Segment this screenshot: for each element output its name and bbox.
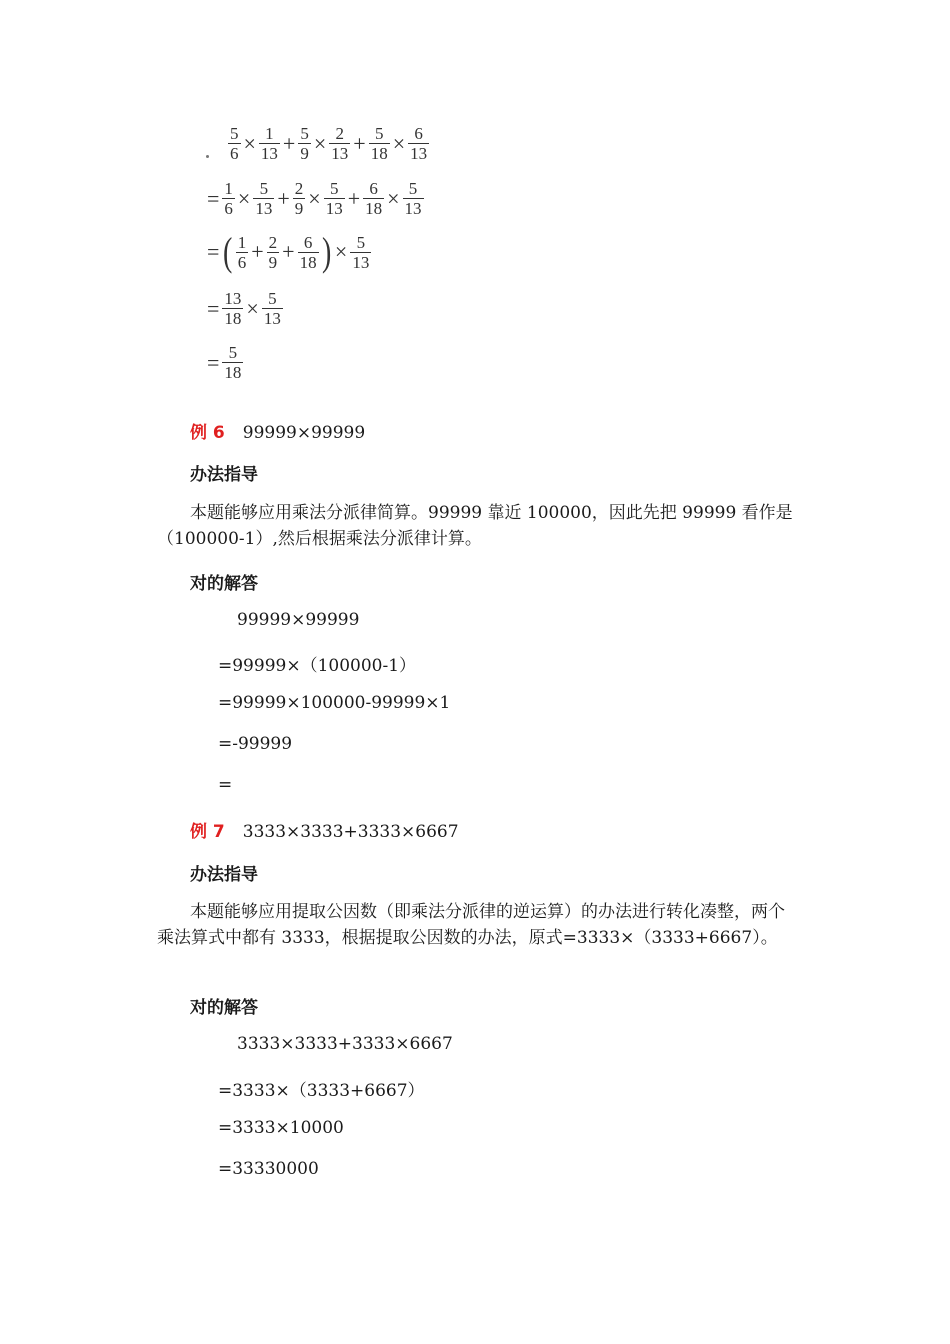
fraction: $\frac{1}{13}$	[260, 124, 278, 163]
solution-step: =33330000	[218, 1159, 319, 1179]
fraction: $\frac{6}{13}$	[410, 124, 428, 163]
answer-heading: 对的解答	[190, 998, 258, 1018]
stray-dot	[206, 155, 209, 158]
fraction: $\frac{5}{13}$	[325, 179, 343, 218]
math-row-5: = $\frac{5}{18}$	[207, 343, 242, 382]
solution-step: 99999×99999	[237, 610, 360, 630]
fraction: $\frac{5}{18}$	[370, 124, 388, 163]
fraction: $\frac{1}{6}$	[237, 232, 247, 272]
math-row-3: = ( $\frac{1}{6}$ + $\frac{2}{9}$ + $\frac{6}{18}$ ) × $\frac{5}{13}$	[207, 229, 370, 274]
fraction: $\frac{5}{13}$	[352, 232, 370, 272]
solution-step: 3333×3333+3333×6667	[237, 1034, 453, 1054]
fraction: $\frac{2}{13}$	[331, 124, 349, 163]
fraction: $\frac{5}{13}$	[404, 179, 422, 218]
fraction: $\frac{6}{18}$	[299, 232, 317, 272]
fraction: $\frac{1}{6}$	[224, 179, 233, 218]
math-row-4: = $\frac{13}{18}$ × $\frac{5}{13}$	[207, 289, 281, 328]
fraction: $\frac{5}{13}$	[263, 289, 281, 328]
fraction: $\frac{13}{18}$	[224, 289, 242, 328]
solution-step: =3333×（3333+6667）	[218, 1081, 425, 1101]
solution-step: =	[218, 775, 233, 795]
fraction: $\frac{5}{18}$	[224, 343, 242, 382]
answer-heading: 对的解答	[190, 574, 258, 594]
method-paragraph: 本题能够应用提取公因数（即乘法分派律的逆运算）的办法进行转化凑整，两个乘法算式中都有 3333，根据提取公因数的办法，原式=3333×（3333+6667）。	[157, 902, 785, 948]
example-6-title	[190, 418, 365, 443]
example-7-title	[190, 817, 459, 842]
fraction: $\frac{2}{9}$	[268, 232, 278, 272]
example-label: 例 7	[190, 822, 225, 842]
example-expression: 3333×3333+3333×6667	[242, 822, 459, 842]
fraction: $\frac{5}{6}$	[230, 124, 239, 163]
fraction: $\frac{6}{18}$	[365, 179, 383, 218]
fraction: $\frac{2}{9}$	[294, 179, 304, 218]
fraction: $\frac{5}{13}$	[255, 179, 273, 218]
solution-step: =-99999	[218, 734, 293, 754]
solution-step: =99999×100000-99999×1	[218, 693, 451, 713]
fraction: $\frac{5}{9}$	[300, 124, 309, 163]
example-expression: 99999×99999	[242, 423, 366, 443]
math-row-2: = $\frac{1}{6}$ × $\frac{5}{13}$ + $\frac{2}{9}$ × $\frac{5}{13}$ + $\frac{6}{18}$ × $\frac{5}{13}$	[207, 179, 422, 218]
example-label: 例 6	[190, 423, 225, 443]
method-heading: 办法指导	[190, 465, 258, 485]
math-row-1: $\frac{5}{6}$ × $\frac{1}{13}$ + $\frac{5}{9}$ × $\frac{2}{13}$ + $\frac{5}{18}$ × $\frac{6}{13}$	[230, 124, 428, 163]
solution-step: =99999×（100000-1）	[218, 656, 417, 676]
method-paragraph: 本题能够应用乘法分派律简算。99999 靠近 100000，因此先把 99999 看作是（100000-1）,然后根据乘法分派律计算。	[157, 503, 793, 549]
solution-step: =3333×10000	[218, 1118, 344, 1138]
method-heading: 办法指导	[190, 865, 258, 885]
